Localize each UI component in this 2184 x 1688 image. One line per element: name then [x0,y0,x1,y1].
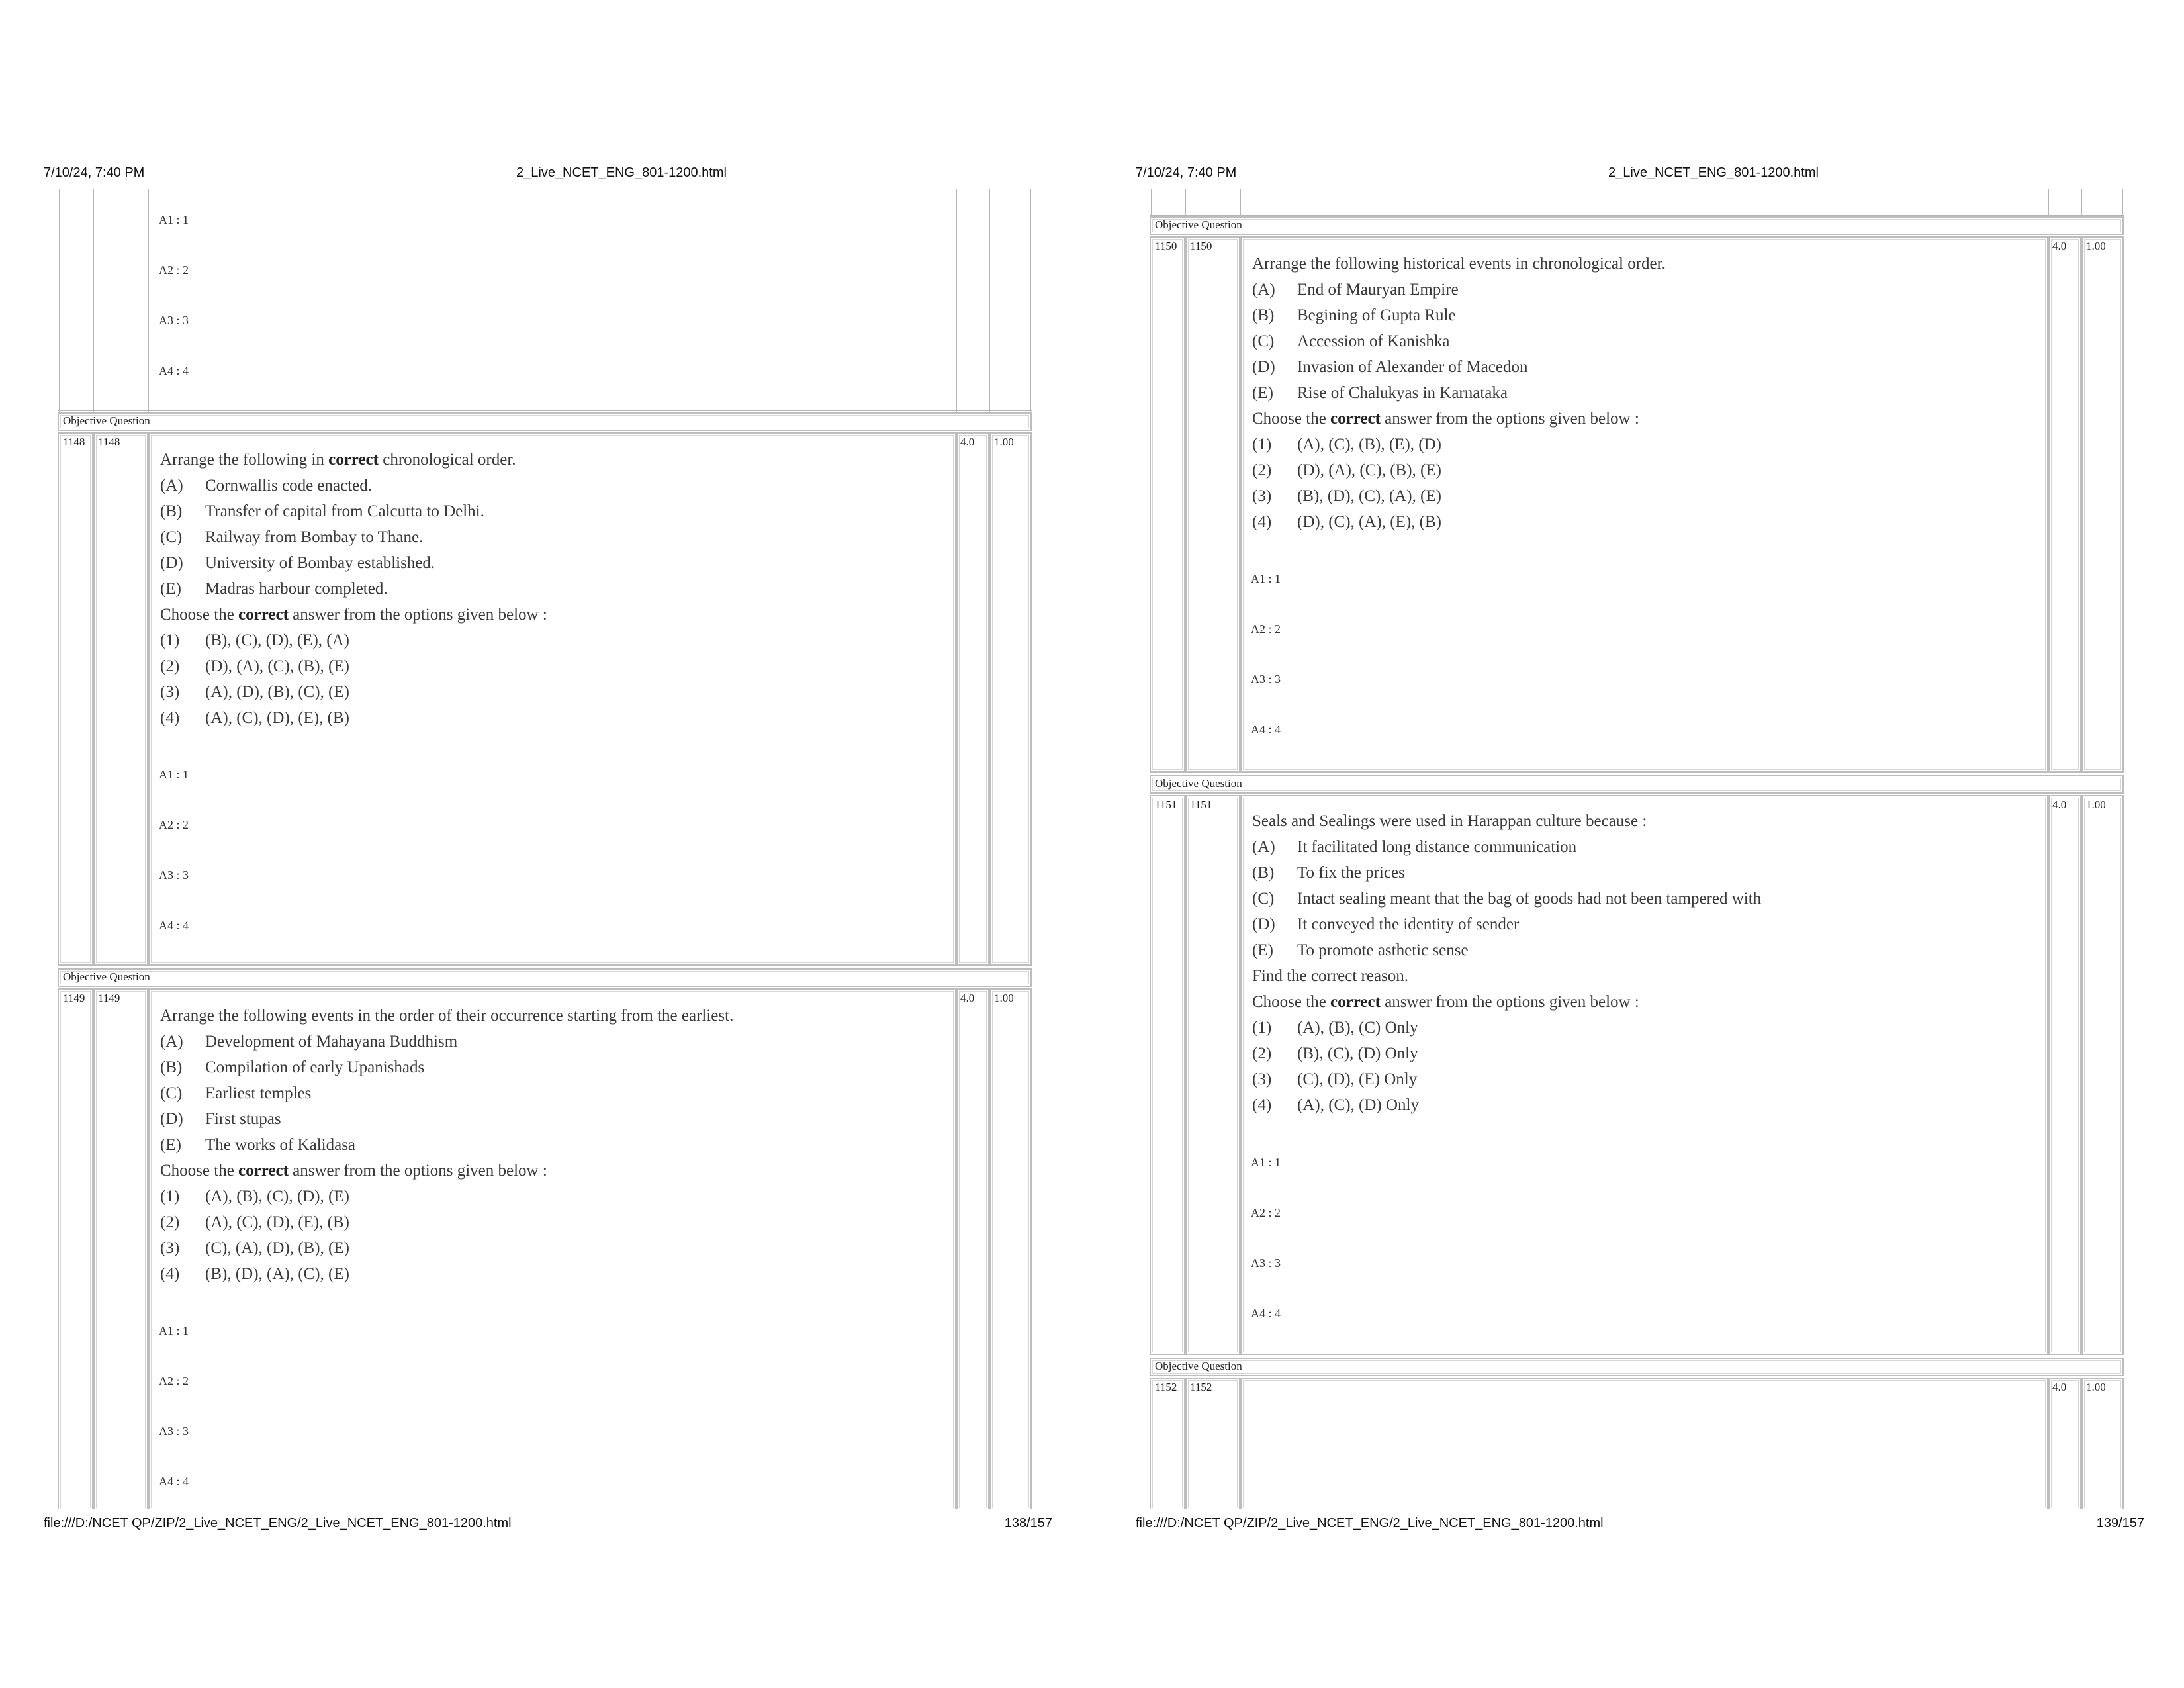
choice-item: (3) (C), (D), (E) Only [1252,1070,1418,1088]
table-border [2122,189,2124,216]
negative-cell [2081,795,2124,1355]
page-number: 138/157 [1004,1516,1052,1530]
answer-option: A2 : 2 [1251,622,1281,635]
file-path: file:///D:/NCET QP/ZIP/2_Live_NCET_ENG/2_Live_NCET_ENG_801-1200.html [1136,1516,1604,1530]
serial-cell [1150,236,1185,773]
choice-item: (3) (C), (A), (D), (B), (E) [160,1239,349,1257]
negative-cell [2081,236,2124,773]
answer-option: A2 : 2 [159,263,189,277]
table-border [1030,189,1032,414]
answer-option: A4 : 4 [159,919,189,932]
qid-cell [1185,795,1240,1355]
section-label: Objective Question [63,970,150,983]
document-title: 2_Live_NCET_ENG_801-1200.html [516,165,727,180]
negative-marks: 1.00 [2086,240,2106,252]
serial-cell [1150,1378,1185,1509]
answer-option: A2 : 2 [1251,1206,1281,1219]
list-item: (D) It conveyed the identity of sender [1252,915,1520,933]
serial-cell [1150,795,1185,1355]
list-item: (A) Development of Mahayana Buddhism [160,1033,458,1051]
answer-option: A1 : 1 [1251,1156,1281,1169]
list-item: (B) To fix the prices [1252,864,1405,882]
list-item: (C) Intact sealing meant that the bag of goods had not been tampered with [1252,890,1762,908]
negative-marks: 1.00 [2086,1381,2106,1393]
question-stem: Arrange the following events in the order of their occurrence starting from the earliest. [160,1007,734,1025]
question-id: 1152 [1190,1381,1212,1393]
choice-item: (2) (D), (A), (C), (B), (E) [160,657,349,675]
choice-item: (2) (A), (C), (D), (E), (B) [160,1213,349,1231]
serial-number: 1149 [63,992,85,1004]
choice-item: (2) (B), (C), (D) Only [1252,1045,1418,1062]
serial-cell [58,988,93,1509]
choose-instruction: Choose the correct answer from the options given below : [160,606,547,624]
choice-item: (1) (A), (B), (C) Only [1252,1019,1418,1037]
question-id: 1149 [98,992,120,1004]
answer-option: A4 : 4 [1251,1307,1281,1320]
question-body [1252,251,1666,535]
section-label-row [1150,775,2124,794]
print-datetime: 7/10/24, 7:40 PM [1136,165,1237,180]
answer-option: A3 : 3 [159,868,189,882]
marks-cell [956,988,989,1509]
list-item: (C) Railway from Bombay to Thane. [160,528,424,546]
question-stem: Arrange the following in correct chronological order. [160,451,516,469]
choice-item: (4) (A), (C), (D) Only [1252,1096,1419,1114]
choose-instruction: Choose the correct answer from the options given below : [160,1162,547,1180]
marks-cell [2048,236,2081,773]
negative-marks: 1.00 [994,992,1014,1004]
list-item: (D) Invasion of Alexander of Macedon [1252,358,1528,376]
table-border [58,189,60,414]
file-path: file:///D:/NCET QP/ZIP/2_Live_NCET_ENG/2_Live_NCET_ENG_801-1200.html [44,1516,512,1530]
list-item: (A) End of Mauryan Empire [1252,281,1459,299]
question-id: 1150 [1190,240,1212,252]
negative-marks: 1.00 [2086,798,2106,811]
marks: 4.0 [960,436,975,448]
choice-item: (3) (A), (D), (B), (C), (E) [160,683,349,701]
answer-option: A2 : 2 [159,1374,189,1387]
choice-item: (1) (A), (C), (B), (E), (D) [1252,436,1441,453]
negative-cell [989,988,1032,1509]
document-title: 2_Live_NCET_ENG_801-1200.html [1608,165,1819,180]
question-body [160,447,547,731]
negative-marks: 1.00 [994,436,1014,448]
section-label-row [58,968,1032,987]
answer-option: A4 : 4 [1251,723,1281,736]
marks-cell [2048,1378,2081,1509]
list-item: (C) Earliest temples [160,1084,312,1102]
section-label: Objective Question [1155,777,1242,790]
question-stem: Seals and Sealings were used in Harappan culture because : [1252,812,1647,830]
table-border [1150,189,1152,216]
marks-cell [956,432,989,966]
qid-cell [1185,236,1240,773]
serial-number: 1148 [63,436,85,448]
table-border [956,189,958,414]
choose-instruction: Choose the correct answer from the options given below : [1252,410,1639,428]
list-item: (D) University of Bombay established. [160,554,435,572]
table-border [2081,189,2083,216]
table-border [989,189,991,414]
answer-option: A3 : 3 [1251,1256,1281,1270]
question-cell [1240,1378,2048,1509]
answer-option: A2 : 2 [159,818,189,831]
marks: 4.0 [2052,1381,2067,1393]
marks: 4.0 [960,992,975,1004]
qid-cell [93,432,148,966]
answer-option: A1 : 1 [159,1324,189,1337]
answer-option: A4 : 4 [159,1475,189,1488]
list-item: (E) The works of Kalidasa [160,1136,356,1154]
answer-option: A3 : 3 [1251,673,1281,686]
list-item: (E) Rise of Chalukyas in Karnataka [1252,384,1508,402]
list-item: (A) Cornwallis code enacted. [160,477,372,494]
list-item: (E) Madras harbour completed. [160,580,388,598]
question-body [1252,808,1761,1118]
list-item: (C) Accession of Kanishka [1252,332,1450,350]
choose-instruction: Choose the correct answer from the options given below : [1252,993,1639,1011]
answer-option: A1 : 1 [159,213,189,226]
question-id: 1151 [1190,798,1212,811]
table-border [1150,214,2124,216]
choice-item: (1) (A), (B), (C), (D), (E) [160,1188,349,1205]
question-id: 1148 [98,436,120,448]
choice-item: (2) (D), (A), (C), (B), (E) [1252,461,1441,479]
list-item: (B) Begining of Gupta Rule [1252,306,1456,324]
table-border [1240,189,1242,216]
extra-instruction: Find the correct reason. [1252,967,1409,985]
list-item: (B) Compilation of early Upanishads [160,1058,425,1076]
serial-number: 1152 [1155,1381,1177,1393]
qid-cell [1185,1378,1240,1509]
table-border [148,189,150,414]
marks: 4.0 [2052,798,2067,811]
choice-item: (4) (A), (C), (D), (E), (B) [160,709,349,727]
answer-option: A3 : 3 [159,314,189,327]
list-item: (E) To promote asthetic sense [1252,941,1469,959]
answer-option: A1 : 1 [1251,572,1281,585]
section-label-row [1150,216,2124,235]
print-datetime: 7/10/24, 7:40 PM [44,165,145,180]
section-label-row [1150,1358,2124,1376]
list-item: (D) First stupas [160,1110,281,1128]
question-stem: Arrange the following historical events in chronological order. [1252,255,1666,273]
serial-cell [58,432,93,966]
question-body [160,1003,733,1287]
section-label: Objective Question [63,414,150,427]
list-item: (A) It facilitated long distance communication [1252,838,1577,856]
table-border [2048,189,2050,216]
choice-item: (1) (B), (C), (D), (E), (A) [160,632,349,649]
serial-number: 1150 [1155,240,1177,252]
section-label-row [58,412,1032,431]
negative-cell [2081,1378,2124,1509]
table-border [1185,189,1187,216]
answer-option: A4 : 4 [159,364,189,377]
qid-cell [93,988,148,1509]
choice-item: (4) (B), (D), (A), (C), (E) [160,1265,349,1283]
table-border [93,189,95,414]
list-item: (B) Transfer of capital from Calcutta to Delhi. [160,502,484,520]
choice-item: (4) (D), (C), (A), (E), (B) [1252,513,1441,531]
page-139 [1092,0,2184,1688]
marks: 4.0 [2052,240,2067,252]
answer-option: A3 : 3 [159,1425,189,1438]
marks-cell [2048,795,2081,1355]
answer-option: A1 : 1 [159,768,189,781]
page-number: 139/157 [2096,1516,2144,1530]
choice-item: (3) (B), (D), (C), (A), (E) [1252,487,1441,505]
section-label: Objective Question [1155,1360,1242,1372]
serial-number: 1151 [1155,798,1177,811]
section-label: Objective Question [1155,218,1242,231]
negative-cell [989,432,1032,966]
